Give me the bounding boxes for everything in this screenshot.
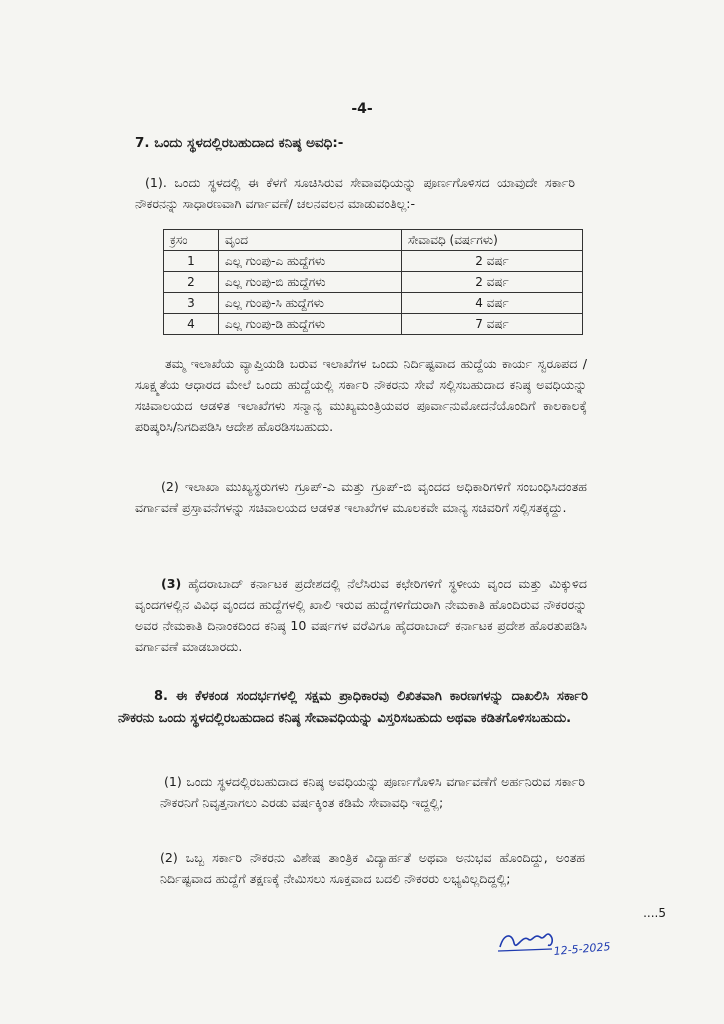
section8-para1: (1) ಒಂದು ಸ್ಥಳದಲ್ಲಿರಬಹುದಾದ ಕನಿಷ್ಠ ಅವಧಿಯನ್ನು ಪೂರ್ಣಗೊಳಿಸಿ ವರ್ಗಾವಣೆಗೆ ಅರ್ಹನಿರುವ ಸರ್ಕಾರಿ ನೌಕರನಿಗೆ ನಿವೃತ್ತನಾಗಲು ಎರಡು ವರ್ಷಕ್ಕಿಂತ ಕಡಿಮೆ ಸೇವಾವಧಿ ಇದ್ದಲ್ಲಿ;	[160, 774, 585, 810]
table-cell: 4	[164, 314, 219, 335]
table-cell: 1	[164, 251, 219, 272]
section8-para2: (2) ಒಬ್ಬ ಸರ್ಕಾರಿ ನೌಕರನು ವಿಶೇಷ ತಾಂತ್ರಿಕ ವಿದ್ಯಾರ್ಹತೆ ಅಥವಾ ಅನುಭವ ಹೊಂದಿದ್ದು, ಅಂತಹ ನಿರ್ದಿಷ್ಟವಾದ ಹುದ್ದೆಗೆ ತಕ್ಷಣಕ್ಕೆ ನೇಮಿಸಲು ಸೂಕ್ತವಾದ ಬದಲಿ ನೌಕರರು ಲಭ್ಯವಿಲ್ಲದಿದ್ದಲ್ಲಿ;	[160, 850, 585, 886]
table-row	[164, 251, 583, 272]
table-cell: ಎಲ್ಲ ಗುಂಪು-ಬಿ ಹುದ್ದೆಗಳು	[219, 272, 402, 293]
service-period-table	[163, 229, 583, 335]
table-cell: 2 ವರ್ಷ	[402, 251, 583, 272]
table-cell: ಎಲ್ಲ ಗುಂಪು-ಡಿ ಹುದ್ದೆಗಳು	[219, 314, 402, 335]
section7-para3	[135, 573, 587, 657]
handwritten-signature	[494, 925, 614, 959]
page-number: -4-	[351, 101, 373, 117]
table-cell: 2	[164, 272, 219, 293]
table-cell: ಎಲ್ಲ ಗುಂಪು-ಸಿ ಹುದ್ದೆಗಳು	[219, 293, 402, 314]
table-cell: 7 ವರ್ಷ	[402, 314, 583, 335]
table-cell: 2 ವರ್ಷ	[402, 272, 583, 293]
col-header-cadre: ವೃಂದ	[219, 230, 402, 251]
table-cell: 4 ವರ್ಷ	[402, 293, 583, 314]
section7-para2: (2) ಇಲಾಖಾ ಮುಖ್ಯಸ್ಥರುಗಳು ಗ್ರೂಪ್-ಎ ಮತ್ತು ಗ್ರೂಪ್-ಬಿ ವೃಂದದ ಅಧಿಕಾರಿಗಳಿಗೆ ಸಂಬಂಧಿಸಿದಂತಹ ವರ್ಗಾವಣೆ ಪ್ರಸ್ತಾವನೆಗಳನ್ನು ಸಚಿವಾಲಯದ ಆಡಳಿತ ಇಲಾಖೆಗಳ ಮೂಲಕವೇ ಮಾನ್ಯ ಸಚಿವರಿಗೆ ಸಲ್ಲಿಸತಕ್ಕದ್ದು.	[135, 479, 587, 515]
section7-heading: 7. ಒಂದು ಸ್ಥಳದಲ್ಲಿರಬಹುದಾದ ಕನಿಷ್ಠ ಅವಧಿ:-	[135, 135, 344, 151]
para3-text: ಹೈದರಾಬಾದ್ ಕರ್ನಾಟಕ ಪ್ರದೇಶದಲ್ಲಿ ನೆಲೆಸಿರುವ ಕಛೇರಿಗಳಿಗೆ ಸ್ಥಳೀಯ ವೃಂದ ಮತ್ತು ಮಿಕ್ಕುಳಿದ ವೃಂದಗಳಲ್ಲಿನ ವಿವಿಧ ವೃಂದದ ಹುದ್ದೆಗಳಲ್ಲಿ ಖಾಲಿ ಇರುವ ಹುದ್ದೆಗಳಿಗೆದುರಾಗಿ ನೇಮಕಾತಿ ಹೊಂದಿರುವ ನೌಕರರನ್ನು ಅವರ ನೇಮಕಾತಿ ದಿನಾಂಕದಿಂದ ಕನಿಷ್ಠ 10 ವರ್ಷಗಳ ವರೆವಿಗೂ ಹೈದರಾಬಾದ್ ಕರ್ನಾಟಕ ಪ್ರದೇಶ ಹೊರತುಪಡಿಸಿ ವರ್ಗಾವಣೆ ಮಾಡಬಾರದು.	[135, 576, 587, 654]
section8-heading: 8. ಈ ಕೆಳಕಂಡ ಸಂದರ್ಭಗಳಲ್ಲಿ ಸಕ್ಷಮ ಪ್ರಾಧಿಕಾರವು ಲಿಖಿತವಾಗಿ ಕಾರಣಗಳನ್ನು ದಾಖಲಿಸಿ ಸರ್ಕಾರಿ ನೌಕರನು ಒಂದು ಸ್ಥಳದಲ್ಲಿರಬಹುದಾದ ಕನಿಷ್ಠ ಸೇವಾವಧಿಯನ್ನು ವಿಸ್ತರಿಸಬಹುದು ಅಥವಾ ಕಡಿತಗೊಳಿಸಬಹುದು.	[118, 689, 588, 726]
section7-para1: (1). ಒಂದು ಸ್ಥಳದಲ್ಲಿ ಈ ಕೆಳಗೆ ಸೂಚಿಸಿರುವ ಸೇವಾವಧಿಯನ್ನು ಪೂರ್ಣಗೊಳಿಸದ ಯಾವುದೇ ಸರ್ಕಾರಿ ನೌಕರನನ್ನು ಸಾಧಾರಣವಾಗಿ ವರ್ಗಾವಣೆ/ ಚಲನವಲನ ಮಾಡುವಂತಿಲ್ಲ:-	[135, 175, 575, 211]
table-cell: 3	[164, 293, 219, 314]
table-row	[164, 272, 583, 293]
table-header-row	[164, 230, 583, 251]
col-header-period: ಸೇವಾವಧಿ (ವರ್ಷಗಳು)	[402, 230, 583, 251]
col-header-serial: ಕ್ರಸಂ	[164, 230, 219, 251]
para3-number: (3)	[161, 576, 182, 591]
table-row	[164, 293, 583, 314]
signature-date: 12-5-2025	[553, 940, 611, 958]
table-cell: ಎಲ್ಲ ಗುಂಪು-ಎ ಹುದ್ದೆಗಳು	[219, 251, 402, 272]
table-row	[164, 314, 583, 335]
next-page-indicator: ....5	[643, 906, 666, 920]
section7-para-after-table: ತಮ್ಮ ಇಲಾಖೆಯ ವ್ಯಾಪ್ತಿಯಡಿ ಬರುವ ಇಲಾಖೆಗಳ ಒಂದು ನಿರ್ದಿಷ್ಟವಾದ ಹುದ್ದೆಯ ಕಾರ್ಯ ಸ್ವರೂಪದ / ಸೂಕ್ಷ್ಮತೆಯ ಆಧಾರದ ಮೇಲೆ ಒಂದು ಹುದ್ದೆಯಲ್ಲಿ ಸರ್ಕಾರಿ ನೌಕರನು ಸೇವೆ ಸಲ್ಲಿಸಬಹುದಾದ ಕನಿಷ್ಠ ಅವಧಿಯನ್ನು ಸಚಿವಾಲಯದ ಆಡಳಿತ ಇಲಾಖೆಗಳು ಸನ್ಮಾನ್ಯ ಮುಖ್ಯಮಂತ್ರಿಯವರ ಪೂರ್ವಾನುಮೋದನೆಯೊಂದಿಗೆ ಕಾಲಕಾಲಕ್ಕೆ ಪರಿಷ್ಕರಿಸಿ/ನಿಗದಿಪಡಿಸಿ ಆದೇಶ ಹೊರಡಿಸಬಹುದು.	[135, 356, 587, 434]
